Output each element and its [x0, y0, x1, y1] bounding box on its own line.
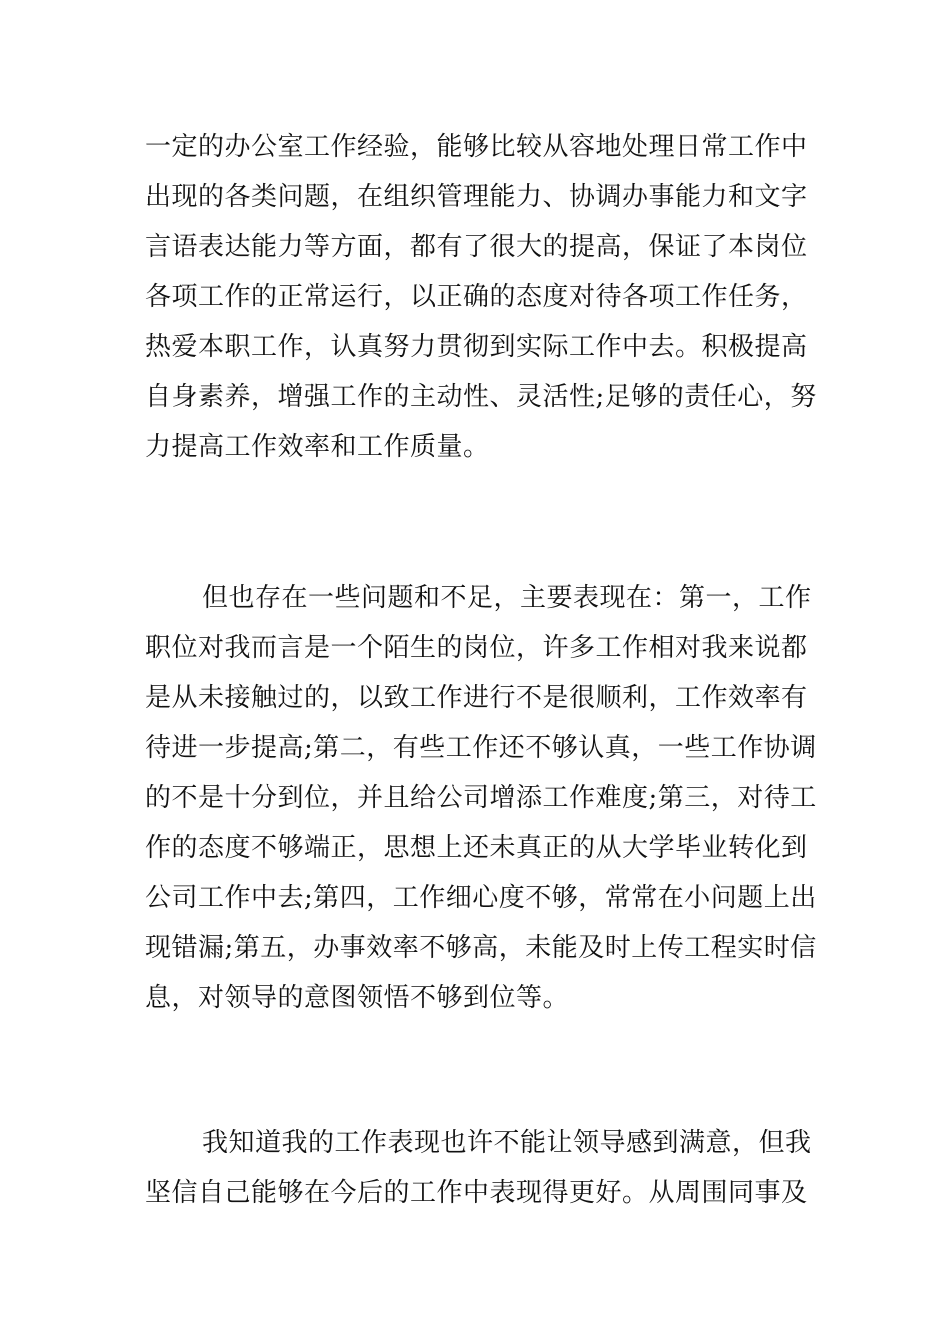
paragraph-confidence [145, 1118, 810, 1218]
text-line: 但也存在一些问题和不足，主要表现在：第一，工作 [202, 583, 812, 613]
paragraph-shortcomings [145, 573, 817, 1023]
text-line: 一定的办公室工作经验，能够比较从容地处理日常工作中 [145, 132, 808, 162]
text-line: 的不是十分到位，并且给公司增添工作难度;第三，对待工 [145, 783, 817, 813]
text-line: 各项工作的正常运行，以正确的态度对待各项工作任务， [145, 282, 808, 312]
text-line: 热爱本职工作，认真努力贯彻到实际工作中去。积极提高 [145, 332, 808, 362]
text-line: 言语表达能力等方面，都有了很大的提高，保证了本岗位 [145, 232, 808, 262]
text-line: 我知道我的工作表现也许不能让领导感到满意，但我 [202, 1128, 812, 1158]
text-line: 自身素养，增强工作的主动性、灵活性;足够的责任心，努 [145, 382, 817, 412]
text-line: 是从未接触过的，以致工作进行不是很顺利，工作效率有 [145, 683, 808, 713]
text-line: 息，对领导的意图领悟不够到位等。 [145, 983, 570, 1013]
text-line: 出现的各类问题，在组织管理能力、协调办事能力和文字 [145, 182, 808, 212]
text-line: 坚信自己能够在今后的工作中表现得更好。从周围同事及 [145, 1178, 808, 1208]
text-line: 现错漏;第五，办事效率不够高，未能及时上传工程实时信 [145, 933, 817, 963]
paragraph-work-experience [145, 122, 817, 472]
text-line: 作的态度不够端正，思想上还未真正的从大学毕业转化到 [145, 833, 808, 863]
text-line: 职位对我而言是一个陌生的岗位，许多工作相对我来说都 [145, 633, 808, 663]
text-line: 力提高工作效率和工作质量。 [145, 432, 490, 462]
text-line: 待进一步提高;第二，有些工作还不够认真，一些工作协调 [145, 733, 817, 763]
text-line: 公司工作中去;第四，工作细心度不够，常常在小问题上出 [145, 883, 817, 913]
